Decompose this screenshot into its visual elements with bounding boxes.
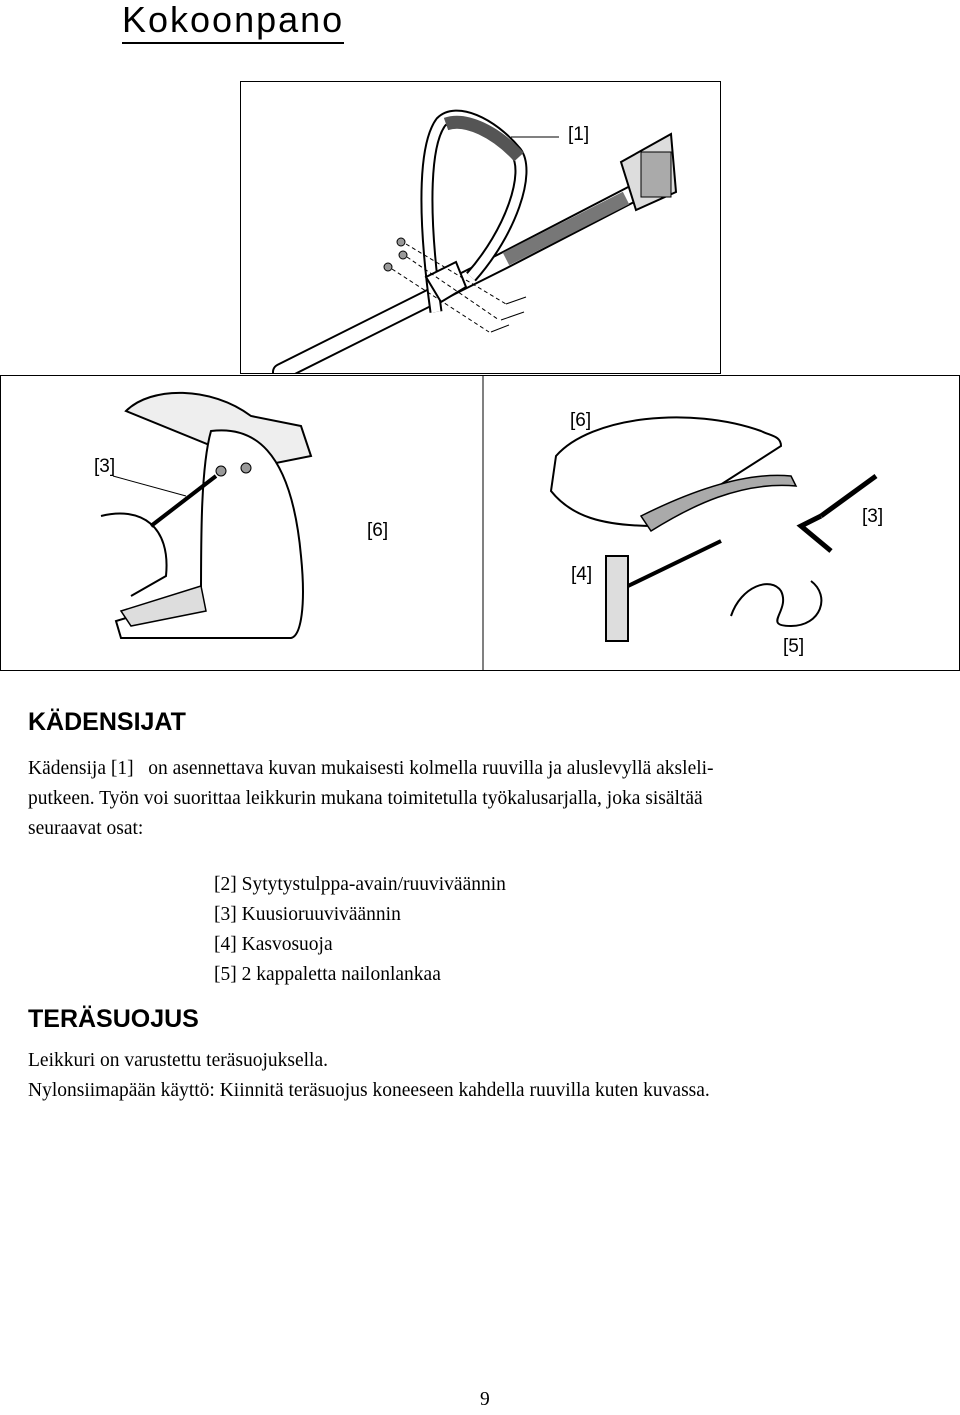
list-item: [4] Kasvosuoja <box>214 934 333 955</box>
guard-tools-illustration <box>1 376 959 670</box>
page-number: 9 <box>480 1389 490 1410</box>
terasuojus-paragraph <box>28 1046 953 1106</box>
terasuojus-line-1: Leikkuri on varustettu teräsuojuksella. <box>28 1050 329 1071</box>
right-label-4: [4] <box>571 564 593 585</box>
section-heading-terasuojus: TERÄSUOJUS <box>28 1005 199 1033</box>
left-label-3: [3] <box>94 456 116 477</box>
right-label-3: [3] <box>862 506 884 527</box>
list-item: [3] Kuusioruuviväännin <box>214 904 401 925</box>
kadensijat-line-3: seuraavat osat: <box>28 818 144 839</box>
right-label-6: [6] <box>570 410 592 431</box>
kadensijat-paragraph <box>28 754 953 844</box>
guard-and-tools-figure <box>0 375 960 671</box>
label-1: [1] <box>568 124 590 145</box>
page-title: Kokoonpano <box>122 0 344 44</box>
kadensijat-line-2: putkeen. Työn voi suorittaa leikkurin mukana toimitetulla työkalusarjalla, joka sisältää <box>28 788 703 809</box>
section-heading-kadensijat: KÄDENSIJAT <box>28 708 186 736</box>
left-label-6: [6] <box>367 520 389 541</box>
terasuojus-line-2: Nylonsiimapään käyttö: Kiinnitä teräsuojus koneeseen kahdella ruuvilla kuten kuvassa. <box>28 1080 710 1101</box>
handle-illustration <box>241 82 720 373</box>
kadensijat-line-1: Kädensija [1] on asennettava kuvan mukaisesti kolmella ruuvilla ja aluslevyllä aksleli- <box>28 758 714 779</box>
tool-kit-list <box>214 870 506 990</box>
list-item: [2] Sytytystulppa-avain/ruuviväännin <box>214 874 506 895</box>
list-item: [5] 2 kappaletta nailonlankaa <box>214 964 441 985</box>
handle-figure <box>240 81 721 374</box>
right-label-5: [5] <box>783 636 805 657</box>
